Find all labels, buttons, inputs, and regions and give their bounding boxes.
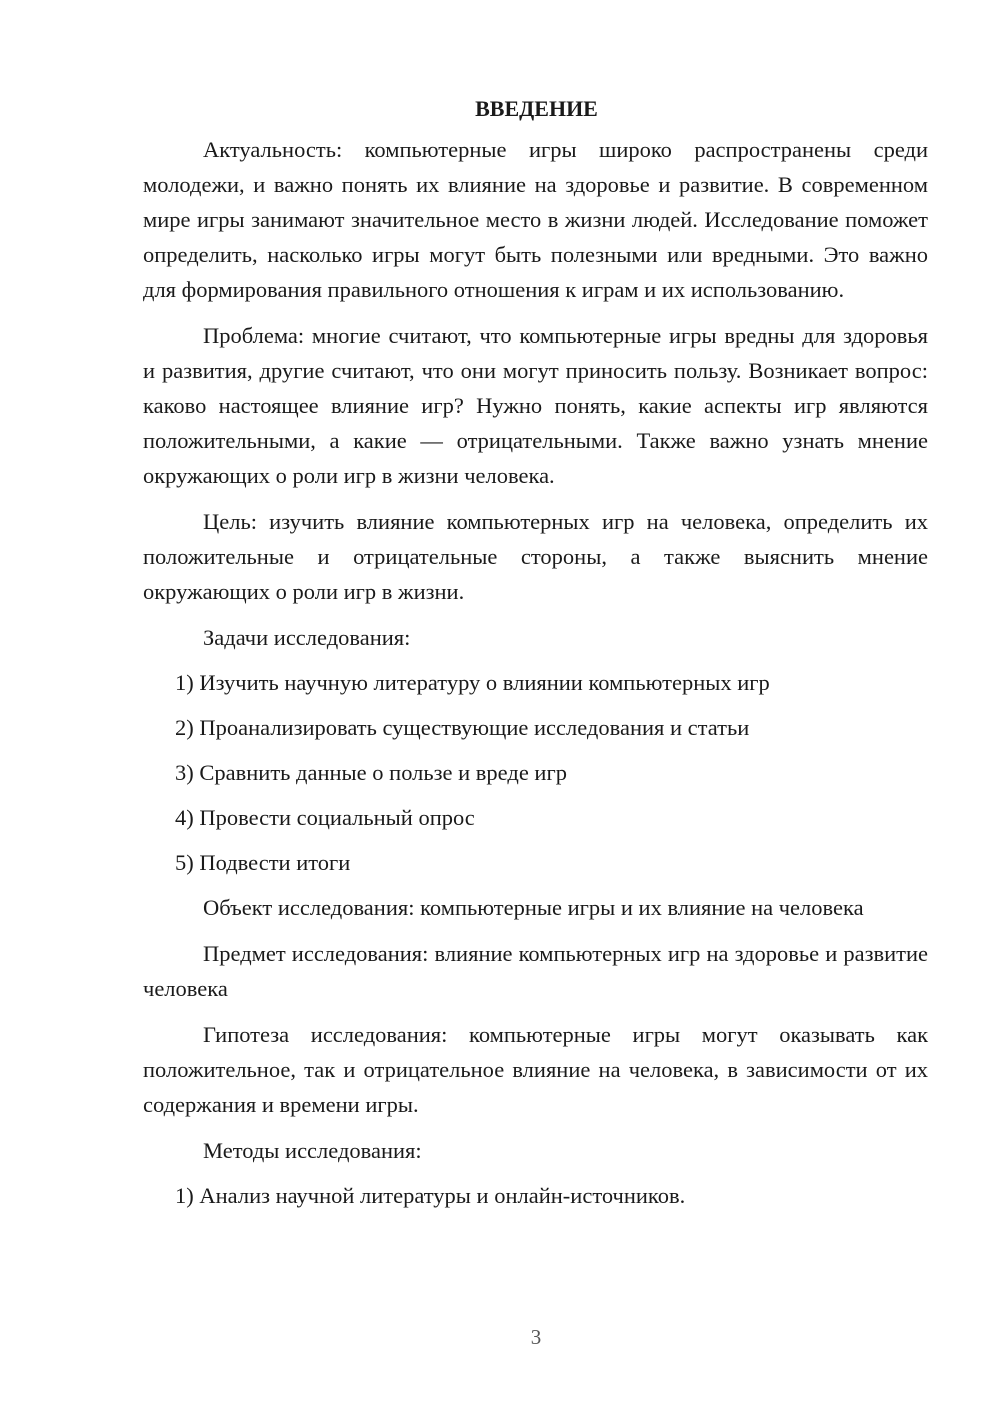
- tasks-title: Задачи исследования:: [203, 625, 411, 650]
- page-number: 3: [530, 1325, 542, 1349]
- section-heading: ВВЕДЕНИЕ: [475, 96, 598, 121]
- task-item-1: 1) Изучить научную литературу о влиянии компьютерных игр: [175, 670, 770, 695]
- tasks-list: [143, 665, 928, 880]
- goal-paragraph: Цель: изучить влияние компьютерных игр на человека, определить их положительные и отрицательные стороны, а также выяснить мнение окружающих о роли игр в жизни.: [143, 509, 928, 604]
- object-paragraph: Объект исследования: компьютерные игры и их влияние на человека: [203, 895, 864, 920]
- method-item-1: 1) Анализ научной литературы и онлайн-источников.: [175, 1183, 686, 1208]
- task-item-5: 5) Подвести итоги: [175, 850, 351, 875]
- problem-paragraph: Проблема: многие считают, что компьютерные игры вредны для здоровья и развития, другие считают, что они могут приносить пользу. Возникает вопрос: каково настоящее влияние игр? Нужно понять, какие аспекты игр являются положительными, а какие — отрицательными. Также важно узнать мнение окружающих о роли игр в жизни человека.: [143, 323, 928, 488]
- task-item-4: 4) Провести социальный опрос: [175, 805, 475, 830]
- page-content: [143, 91, 928, 1213]
- task-item-2: 2) Проанализировать существующие исследования и статьи: [175, 715, 750, 740]
- subject-paragraph: Предмет исследования: влияние компьютерных игр на здоровье и развитие человека: [143, 941, 928, 1001]
- methods-list: [143, 1178, 928, 1213]
- task-item-3: 3) Сравнить данные о пользе и вреде игр: [175, 760, 567, 785]
- hypothesis-paragraph: Гипотеза исследования: компьютерные игры могут оказывать как положительное, так и отрицательное влияние на человека, в зависимости от их содержания и времени игры.: [143, 1022, 928, 1117]
- methods-title: Методы исследования:: [203, 1138, 422, 1163]
- relevance-paragraph: Актуальность: компьютерные игры широко распространены среди молодежи, и важно понять их влияние на здоровье и развитие. В современном мире игры занимают значительное место в жизни людей. Исследование поможет определить, насколько игры могут быть полезными или вредными. Это важно для формирования правильного отношения к играм и их использованию.: [143, 137, 928, 302]
